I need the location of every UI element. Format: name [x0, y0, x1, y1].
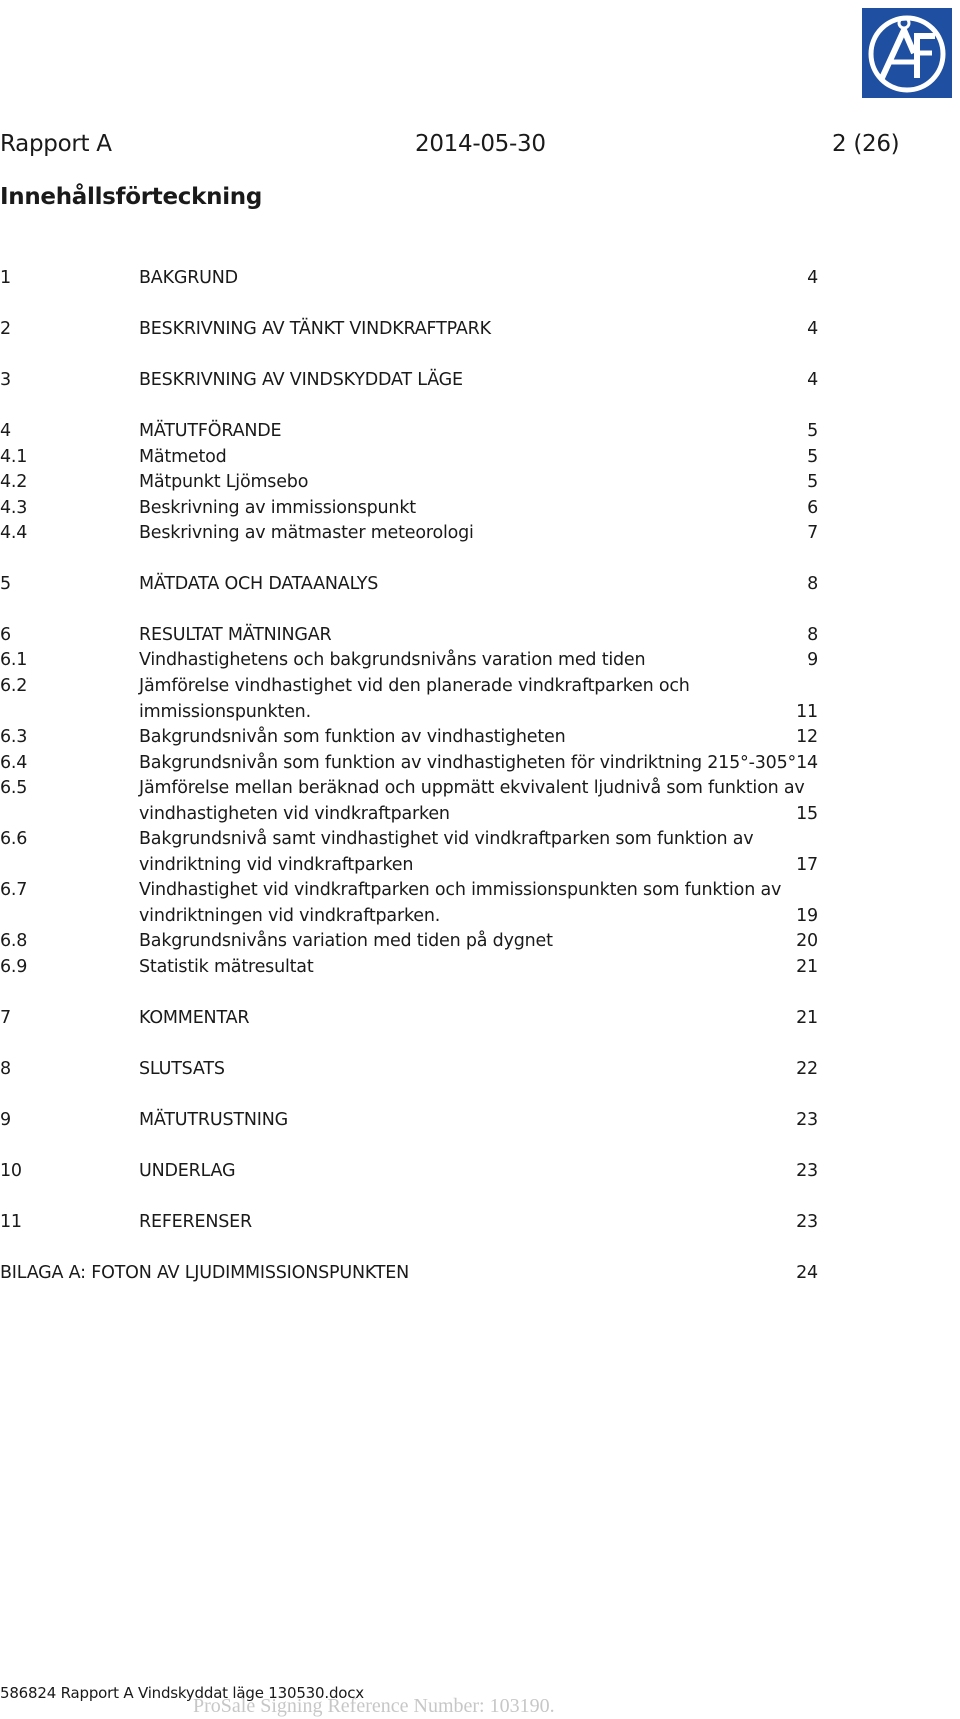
- toc-entry-page: 4: [807, 319, 818, 339]
- af-logo-icon: [862, 8, 952, 98]
- footer-filename: 586824 Rapport A Vindskyddat läge 130530.docx: [0, 1684, 364, 1702]
- toc-entry-title: [139, 827, 789, 878]
- toc-entry-title-line: Beskrivning av immissionspunkt: [139, 498, 416, 518]
- toc-entry-page: 6: [807, 498, 818, 518]
- toc-entry-number: 4.1: [0, 447, 28, 467]
- toc-entry-number: 4.4: [0, 523, 28, 543]
- toc-entry-title-line: Bakgrundsnivån som funktion av vindhastigheten för vindriktning 215°-305°: [139, 753, 797, 773]
- toc-entry-title: [139, 751, 797, 777]
- toc-entry-page: 24: [796, 1263, 818, 1283]
- toc-entry-title: [139, 648, 789, 674]
- toc-entry-page: 14: [796, 753, 818, 773]
- toc-entry-title-line: MÄTUTFÖRANDE: [139, 421, 282, 441]
- toc-entry-title: [139, 317, 789, 343]
- toc-entry-title-line: MÄTDATA OCH DATAANALYS: [139, 574, 379, 594]
- toc-entry-page: 4: [807, 370, 818, 390]
- toc-entry-page: 22: [796, 1059, 818, 1079]
- toc-entry-page: 11: [796, 701, 818, 722]
- toc-entry-number: 11: [0, 1212, 22, 1232]
- toc-entry-number: 6.5: [0, 778, 28, 798]
- toc-entry-page: 5: [807, 447, 818, 467]
- toc-entry-title-line: BESKRIVNING AV TÄNKT VINDKRAFTPARK: [139, 319, 491, 339]
- toc-entry-page: 20: [796, 931, 818, 951]
- toc-entry-title: [0, 1261, 780, 1287]
- toc-entry-title: [139, 1108, 789, 1134]
- toc-entry-number: 1: [0, 268, 11, 288]
- toc-entry-number: 10: [0, 1161, 22, 1181]
- toc-entry-title: [139, 521, 789, 547]
- toc-entry-title-line: BAKGRUND: [139, 268, 238, 288]
- toc-entry-number: 4: [0, 421, 11, 441]
- toc-entry-page: 5: [807, 421, 818, 441]
- toc-entry-title: [139, 776, 805, 827]
- toc-entry-title: [139, 266, 789, 292]
- toc-entry-page: 9: [807, 650, 818, 670]
- toc-entry-title: [139, 470, 789, 496]
- toc-entry-title-line: Vindhastighet vid vindkraftparken och immissionspunkten som funktion av: [139, 880, 782, 900]
- toc-entry-title-line: Bakgrundsnivåns variation med tiden på dygnet: [139, 931, 553, 951]
- toc-entry-title-line: Jämförelse vindhastighet vid den planerade vindkraftparken och: [139, 676, 690, 696]
- toc-entry-number: 9: [0, 1110, 11, 1130]
- toc-entry-number: 6.6: [0, 829, 28, 849]
- toc-entry-title-line: KOMMENTAR: [139, 1008, 250, 1028]
- toc-entry-number: 6.1: [0, 650, 28, 670]
- toc-entry-number: 6.8: [0, 931, 28, 951]
- toc-entry-number: 8: [0, 1059, 11, 1079]
- toc-entry-title: [139, 878, 789, 929]
- report-title: Rapport A: [0, 131, 112, 157]
- toc-entry-number: 6.7: [0, 880, 28, 900]
- toc-entry-page: 23: [796, 1110, 818, 1130]
- toc-entry-title-line: Statistik mätresultat: [139, 957, 314, 977]
- toc-entry-title-line: vindhastigheten vid vindkraftparken: [139, 803, 450, 824]
- toc-entry-number: 5: [0, 574, 11, 594]
- toc-entry-number: 6.4: [0, 753, 28, 773]
- toc-entry-title-line: Bakgrundsnivå samt vindhastighet vid vindkraftparken som funktion av: [139, 829, 754, 849]
- toc-entry-title-line: vindriktningen vid vindkraftparken.: [139, 905, 441, 926]
- toc-entry-page: 21: [796, 1008, 818, 1028]
- toc-entry-title: [139, 725, 789, 751]
- toc-entry-title-line: REFERENSER: [139, 1212, 252, 1232]
- toc-entry-title: [139, 955, 789, 981]
- toc-entry-page: 17: [796, 854, 818, 875]
- toc-entry-number: 3: [0, 370, 11, 390]
- toc-entry-title-line: UNDERLAG: [139, 1161, 236, 1181]
- toc-entry-page: 21: [796, 957, 818, 977]
- toc-entry-title-line: MÄTUTRUSTNING: [139, 1110, 288, 1130]
- toc-entry-title-line: immissionspunkten.: [139, 701, 311, 722]
- toc-entry-title-line: Mätpunkt Ljömsebo: [139, 472, 309, 492]
- toc-entry-number: 2: [0, 319, 11, 339]
- toc-entry-title-line: Bakgrundsnivån som funktion av vindhastigheten: [139, 727, 566, 747]
- signing-watermark: ProSale Signing Reference Number: 103190.: [193, 1695, 555, 1717]
- toc-entry-number: 6.9: [0, 957, 28, 977]
- toc-entry-title-line: Vindhastighetens och bakgrundsnivåns varation med tiden: [139, 650, 646, 670]
- toc-entry-page: 8: [807, 625, 818, 645]
- toc-entry-title: [139, 929, 789, 955]
- toc-entry-title-line: Jämförelse mellan beräknad och uppmätt ekvivalent ljudnivå som funktion av: [139, 778, 805, 798]
- toc-entry-title-line: BILAGA A: FOTON AV LJUDIMMISSIONSPUNKTEN: [0, 1263, 410, 1283]
- toc-entry-page: 23: [796, 1161, 818, 1181]
- toc-entry-title-line: vindriktning vid vindkraftparken: [139, 854, 414, 875]
- toc-entry-page: 15: [796, 803, 818, 824]
- toc-entry-page: 23: [796, 1212, 818, 1232]
- toc-entry-title: [139, 1057, 789, 1083]
- toc-entry-number: 6.2: [0, 676, 28, 696]
- toc-entry-number: 6.3: [0, 727, 28, 747]
- toc-entry-title: [139, 1006, 789, 1032]
- toc-entry-title-line: Beskrivning av mätmaster meteorologi: [139, 523, 474, 543]
- toc-entry-page: 5: [807, 472, 818, 492]
- toc-entry-page: 7: [807, 523, 818, 543]
- toc-entry-number: 7: [0, 1008, 11, 1028]
- toc-entry-title: [139, 1159, 789, 1185]
- toc-entry-title-line: SLUTSATS: [139, 1059, 225, 1079]
- toc-entry-title-line: BESKRIVNING AV VINDSKYDDAT LÄGE: [139, 370, 463, 390]
- toc-heading: Innehållsförteckning: [0, 184, 263, 210]
- toc-entry-page: 4: [807, 268, 818, 288]
- toc-entry-number: 4.3: [0, 498, 28, 518]
- page-number: 2 (26): [832, 131, 900, 157]
- toc-entry-title: [139, 674, 789, 725]
- toc-entry-title: [139, 368, 789, 394]
- toc-entry-title: [139, 572, 789, 598]
- toc-entry-title: [139, 623, 789, 649]
- toc-entry-title-line: RESULTAT MÄTNINGAR: [139, 625, 332, 645]
- toc-entry-title: [139, 496, 789, 522]
- toc-entry-number: 4.2: [0, 472, 28, 492]
- report-date: 2014-05-30: [415, 131, 546, 157]
- toc-entry-number: 6: [0, 625, 11, 645]
- toc-entry-title-line: Mätmetod: [139, 447, 227, 467]
- toc-entry-page: 19: [796, 905, 818, 926]
- toc-entry-title: [139, 445, 789, 471]
- toc-entry-title: [139, 419, 789, 445]
- toc-entry-page: 8: [807, 574, 818, 594]
- toc-entry-title: [139, 1210, 789, 1236]
- toc-entry-page: 12: [796, 727, 818, 747]
